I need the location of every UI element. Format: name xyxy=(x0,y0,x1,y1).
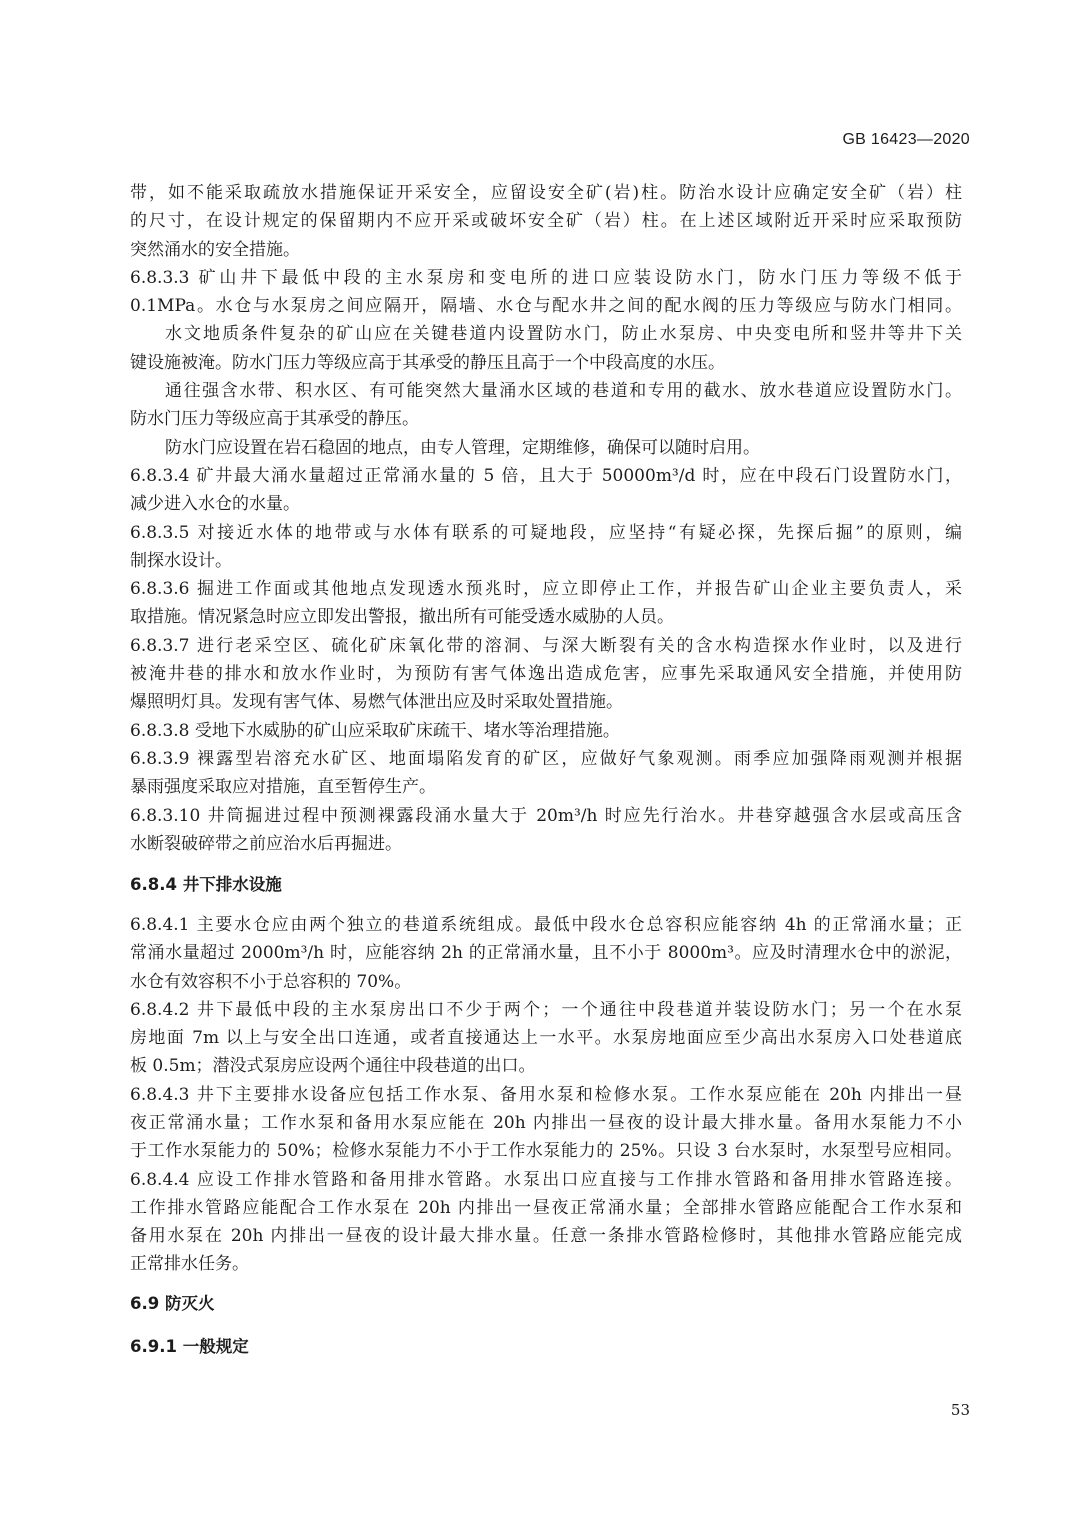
document-body xyxy=(130,179,962,1361)
paragraph xyxy=(130,462,962,519)
paragraph-line: 减少进入水仓的水量。 xyxy=(130,494,300,515)
paragraph-line: 6.8.3.8 受地下水威胁的矿山应采取矿床疏干、堵水等治理措施。 xyxy=(130,720,620,741)
paragraph-line: 6.8.4.3 井下主要排水设备应包括工作水泵、备用水泵和检修水泵。工作水泵应能在 20h 内排出一昼 xyxy=(130,1084,962,1105)
paragraph xyxy=(130,717,962,745)
paragraph-line: 的尺寸，在设计规定的保留期内不应开采或破坏安全矿（岩）柱。在上述区域附近开采时应采取预防 xyxy=(130,211,962,232)
paragraph xyxy=(130,377,962,434)
paragraph xyxy=(130,996,962,1081)
section-heading: 6.8.4 井下排水设施 xyxy=(130,874,282,894)
paragraph-line: 6.8.3.10 井筒掘进过程中预测裸露段涌水量大于 20m³/h 时应先行治水。井巷穿越强含水层或高压含 xyxy=(130,805,962,826)
paragraph-line: 键设施被淹。防水门压力等级应高于其承受的静压且高于一个中段高度的水压。 xyxy=(130,352,725,373)
paragraph xyxy=(130,179,962,264)
paragraph-line: 备用水泵在 20h 内排出一昼夜的设计最大排水量。任意一条排水管路检修时，其他排水管路应能完成 xyxy=(130,1226,962,1247)
paragraph xyxy=(130,911,962,996)
paragraph-line: 6.8.3.7 进行老采空区、硫化矿床氧化带的溶洞、与深大断裂有关的含水构造探水作业时，以及进行 xyxy=(130,635,962,656)
paragraph-line: 防水门应设置在岩石稳固的地点，由专人管理，定期维修，确保可以随时启用。 xyxy=(165,437,760,458)
paragraph xyxy=(130,320,962,377)
paragraph-line: 水文地质条件复杂的矿山应在关键巷道内设置防水门，防止水泵房、中央变电所和竖井等井下关 xyxy=(165,324,962,345)
paragraph xyxy=(130,632,962,717)
paragraph-line: 6.8.4.1 主要水仓应由两个独立的巷道系统组成。最低中段水仓总容积应能容纳 4h 的正常涌水量；正 xyxy=(130,914,962,935)
paragraph-line: 制探水设计。 xyxy=(130,550,232,571)
paragraph-line: 带，如不能采取疏放水措施保证开采安全，应留设安全矿(岩)柱。防治水设计应确定安全矿（岩）柱 xyxy=(130,183,962,203)
paragraph-line: 取措施。情况紧急时应立即发出警报，撤出所有可能受透水威胁的人员。 xyxy=(130,607,674,628)
paragraph-line: 6.8.4.4 应设工作排水管路和备用排水管路。水泵出口应直接与工作排水管路和备用排水管路连接。 xyxy=(130,1169,962,1190)
paragraph-line: 水断裂破碎带之前应治水后再掘进。 xyxy=(130,833,402,854)
paragraph xyxy=(130,745,962,802)
paragraph-line: 常涌水量超过 2000m³/h 时，应能容纳 2h 的正常涌水量，且不小于 8000m³。应及时清理水仓中的淤泥， xyxy=(130,943,962,964)
paragraph xyxy=(130,802,962,859)
paragraph-line: 0.1MPa。水仓与水泵房之间应隔开，隔墙、水仓与配水井之间的配水阀的压力等级应与防水门相同。 xyxy=(130,296,962,317)
paragraph xyxy=(130,1166,962,1279)
paragraph-line: 突然涌水的安全措施。 xyxy=(130,239,300,260)
paragraph xyxy=(130,434,962,462)
page-number: 53 xyxy=(950,1401,970,1419)
paragraph-line: 通往强含水带、积水区、有可能突然大量涌水区域的巷道和专用的截水、放水巷道应设置防水门。 xyxy=(165,381,962,402)
paragraph xyxy=(130,264,962,321)
paragraph-line: 6.8.3.9 裸露型岩溶充水矿区、地面塌陷发育的矿区，应做好气象观测。雨季应加强降雨观测并根据 xyxy=(130,748,962,769)
paragraph-line: 暴雨强度采取应对措施，直至暂停生产。 xyxy=(130,777,436,798)
paragraph-line: 6.8.4.2 井下最低中段的主水泵房出口不少于两个；一个通往中段巷道并装设防水门；另一个在水泵 xyxy=(130,999,962,1020)
paragraph-line: 被淹井巷的排水和放水作业时，为预防有害气体逸出造成危害，应事先采取通风安全措施，并使用防 xyxy=(130,664,962,685)
paragraph-line: 正常排水任务。 xyxy=(130,1254,249,1275)
paragraph-line: 夜正常涌水量；工作水泵和备用水泵应能在 20h 内排出一昼夜的设计最大排水量。备用水泵能力不小 xyxy=(130,1113,962,1133)
paragraph-line: 6.8.3.5 对接近水体的地带或与水体有联系的可疑地段，应坚持“有疑必探，先探后掘”的原则，编 xyxy=(130,522,962,543)
paragraph-line: 板 0.5m；潜没式泵房应设两个通往中段巷道的出口。 xyxy=(130,1056,536,1077)
paragraph-line: 工作排水管路应能配合工作水泵在 20h 内排出一昼夜正常涌水量；全部排水管路应能配合工作水泵和 xyxy=(130,1197,962,1218)
paragraph xyxy=(130,1081,962,1166)
paragraph-line: 6.8.3.4 矿井最大涌水量超过正常涌水量的 5 倍，且大于 50000m³/d 时，应在中段石门设置防水门， xyxy=(130,465,962,486)
paragraph-line: 于工作水泵能力的 50%；检修水泵能力不小于工作水泵能力的 25%。只设 3 台水泵时，水泵型号应相同。 xyxy=(130,1141,962,1162)
paragraph-line: 6.8.3.6 掘进工作面或其他地点发现透水预兆时，应立即停止工作，并报告矿山企业主要负责人，采 xyxy=(130,579,962,600)
paragraph-line: 6.8.3.3 矿山井下最低中段的主水泵房和变电所的进口应装设防水门，防水门压力等级不低于 xyxy=(130,267,962,288)
subsection-heading: 6.9.1 一般规定 xyxy=(130,1337,249,1357)
paragraph xyxy=(130,575,962,632)
paragraph-line: 房地面 7m 以上与安全出口连通，或者直接通达上一水平。水泵房地面应至少高出水泵房入口处巷道底 xyxy=(130,1028,962,1049)
paragraph xyxy=(130,519,962,576)
section-heading: 6.9 防灭火 xyxy=(130,1294,215,1314)
paragraph-line: 水仓有效容积不小于总容积的 70%。 xyxy=(130,971,412,992)
standard-code-header: GB 16423—2020 xyxy=(842,131,970,148)
paragraph-line: 防水门压力等级应高于其承受的静压。 xyxy=(130,409,419,430)
paragraph-line: 爆照明灯具。发现有害气体、易燃气体泄出应及时采取处置措施。 xyxy=(130,692,623,713)
